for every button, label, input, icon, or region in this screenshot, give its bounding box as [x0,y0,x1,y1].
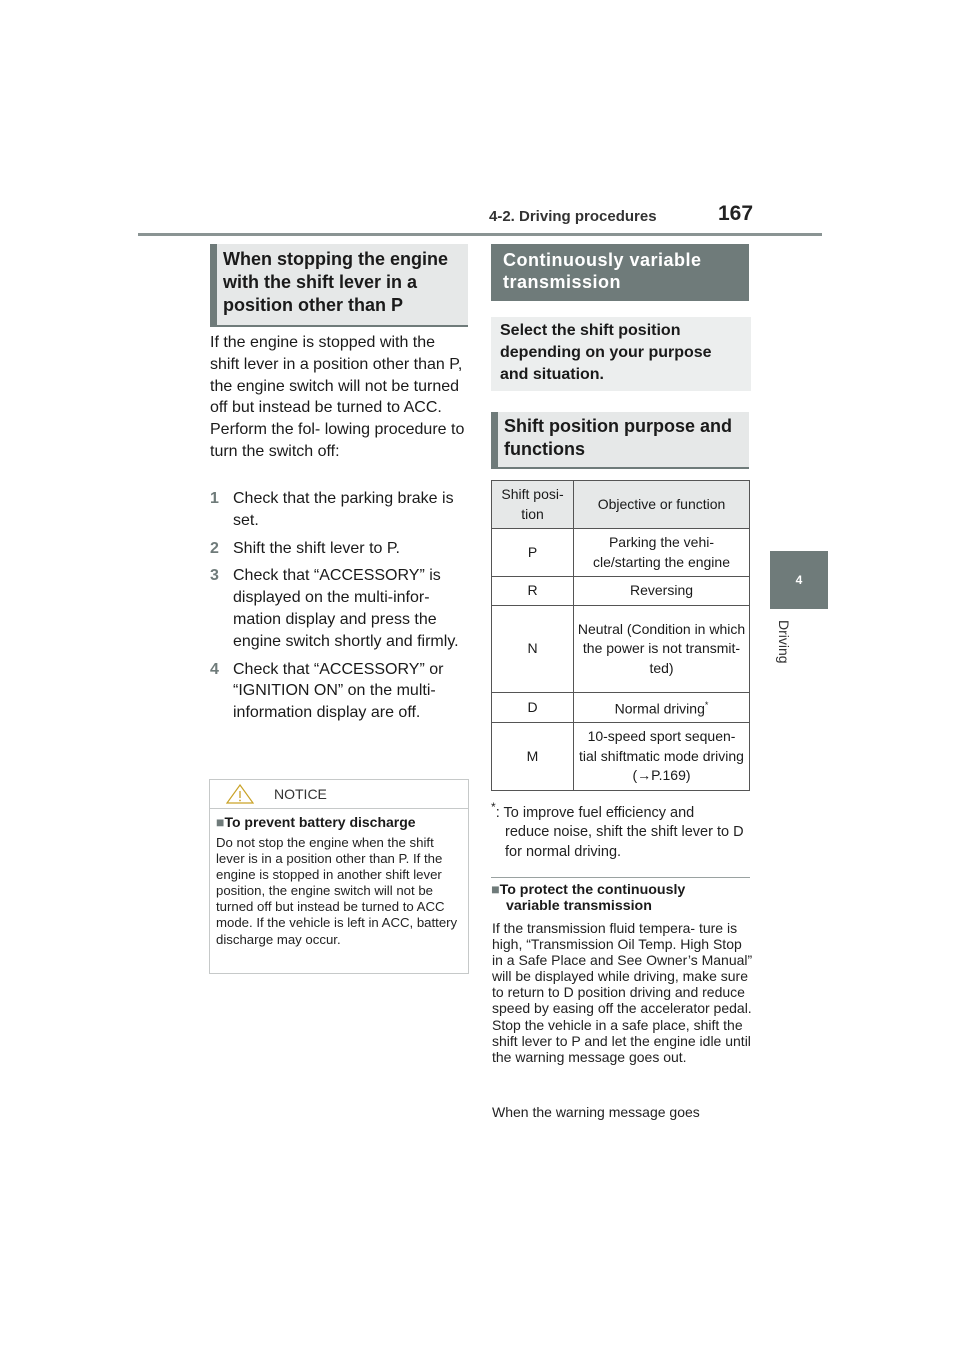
step-number: 3 [210,567,219,585]
step-item [210,565,472,652]
shift-position-cell: M [492,723,574,791]
section-divider [491,877,750,878]
table-row [492,529,750,577]
table-row [492,693,750,723]
table-footnote [491,798,753,862]
column-header: Shift posi- tion [492,481,574,529]
protect-heading-line-2: variable transmission [506,898,652,914]
shift-position-cell: R [492,577,574,606]
protect-heading-line-1: To protect the continuously [499,882,686,898]
square-bullet-icon: ■ [491,882,500,898]
notice-body: Do not stop the engine when the shift lever is in a position other than P. If the engine is stopped in another shift lever position, the engine switch will not be turned off but instead be turned to ACC mode. If the vehicle is left in ACC, battery discharge may occur. [216,835,458,947]
table-header-row [492,481,750,529]
step-item [210,538,472,560]
chapter-label: Driving [776,620,792,664]
shift-position-cell: N [492,606,574,693]
header-divider [138,233,822,236]
notice-header [210,780,468,809]
square-bullet-icon: ■ [216,814,225,830]
notice-subheading [210,809,468,830]
function-text: Normal driving [614,700,705,717]
footnote-asterisk: * [491,800,496,814]
step-number: 4 [210,660,219,678]
protect-cvt-continuation: When the warning message goes [492,1104,700,1120]
footnote-line-2: reduce noise, shift the shift lever to D for normal driving. [505,824,744,860]
step-number: 1 [210,490,219,507]
notice-label: NOTICE [274,786,327,802]
shift-purpose-heading: Shift position purpose and functions [491,412,749,469]
step-number: 2 [210,539,219,557]
cvt-heading: Continuously variable transmission [491,244,749,301]
column-header: Objective or function [574,481,750,529]
shift-position-table [491,480,750,791]
function-cell: Parking the vehi- cle/starting the engine [574,529,750,577]
notice-subheading-text: To prevent battery discharge [224,814,416,830]
step-item [210,488,472,532]
function-cell [574,693,750,723]
step-item [210,659,472,724]
footnote-line-1: : To improve fuel efficiency and [495,804,695,821]
table-row [492,606,750,693]
step-text: Check that “ACCESSORY” or “IGNITION ON” on the multi-information display are off. [233,660,444,722]
step-text: Check that the parking brake is set. [233,490,454,529]
shift-position-cell: D [492,693,574,723]
procedure-steps [210,488,472,730]
function-cell: Neutral (Condition in which the power is not transmit- ted) [574,606,750,693]
warning-triangle-icon [226,784,254,804]
function-cell: 10-speed sport sequen- tial shiftmatic mode driving (→P.169) [574,723,750,791]
function-cell: Reversing [574,577,750,606]
step-text: Check that “ACCESSORY” is displayed on the multi-infor- mation display and press the engine switch shortly and firmly. [233,567,459,650]
page-number: 167 [718,202,754,225]
shift-position-cell: P [492,529,574,577]
section-title: 4-2. Driving procedures [489,208,657,225]
notice-box [209,779,469,974]
stopping-engine-intro: If the engine is stopped with the shift lever in a position other than P, the engine switch will not be turned off but instead be turned to ACC. Perform the fol- lowing procedure to turn the switch off: [210,334,465,460]
stopping-engine-heading: When stopping the engine with the shift lever in a position other than P [210,244,468,327]
step-text: Shift the shift lever to P. [233,539,400,557]
protect-cvt-heading [491,882,753,914]
protect-cvt-body: If the transmission fluid tempera- ture is high, “Transmission Oil Temp. High Stop in a Safe Place and See Owner’s Manual” will be displayed while driving, make sure to return to D position driving and reduce speed by easing off the accelerator pedal. Stop the vehicle in a safe place, shift the shift lever to P and let the engine idle until the warning message goes out. [492,920,753,1065]
footnote-marker: * [704,699,709,710]
table-row [492,577,750,606]
table-row [492,723,750,791]
select-shift-note: Select the shift position depending on your purpose and situation. [491,317,751,391]
chapter-tab: 4 [770,551,828,609]
